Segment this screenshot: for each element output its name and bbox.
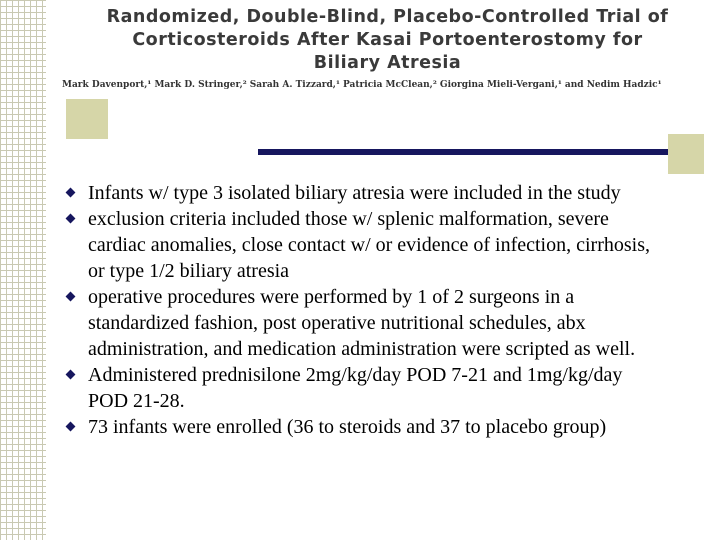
diamond-bullet-icon (66, 214, 76, 224)
diamond-bullet-icon (66, 292, 76, 302)
paper-title-line: Corticosteroids After Kasai Portoenterostomy for (132, 30, 643, 50)
diamond-bullet-icon (66, 422, 76, 432)
accent-square-right (668, 134, 704, 174)
paper-title-line: Randomized, Double-Blind, Placebo-Controlled Trial of (106, 7, 669, 27)
bullet-text: exclusion criteria included those w/ splenic malformation, severe cardiac anomalies, close contact w/ or evidence of infection, cirrhosis, or type 1/2 biliary atresia (88, 208, 650, 282)
diamond-bullet-icon (66, 370, 76, 380)
accent-square (66, 99, 108, 139)
bullet-item (64, 362, 664, 414)
bullet-text: Infants w/ type 3 isolated biliary atresia were included in the study (88, 182, 621, 204)
bullet-item (64, 284, 664, 362)
paper-title-line: Biliary Atresia (313, 53, 462, 73)
bullet-item (64, 414, 664, 440)
left-stripe-decoration (0, 0, 46, 540)
bullet-item (64, 180, 664, 206)
authors-line: Mark Davenport,¹ Mark D. Stringer,² Sarah A. Tizzard,¹ Patricia McClean,² Giorgina Mieli-Vergani,¹ and Nedim Hadzic¹ (62, 80, 662, 90)
bullet-text: 73 infants were enrolled (36 to steroids and 37 to placebo group) (88, 416, 607, 438)
paper-title (60, 6, 715, 75)
bullet-list (64, 180, 664, 440)
diamond-bullet-icon (66, 188, 76, 198)
bullet-text: operative procedures were performed by 1 of 2 surgeons in a standardized fashion, post operative nutritional schedules, abx administration, and medication administration were scripted as well. (88, 286, 636, 360)
bullet-text: Administered prednisilone 2mg/kg/day POD 7-21 and 1mg/kg/day POD 21-28. (88, 364, 623, 412)
divider-bar (258, 149, 698, 155)
bullet-item (64, 206, 664, 284)
